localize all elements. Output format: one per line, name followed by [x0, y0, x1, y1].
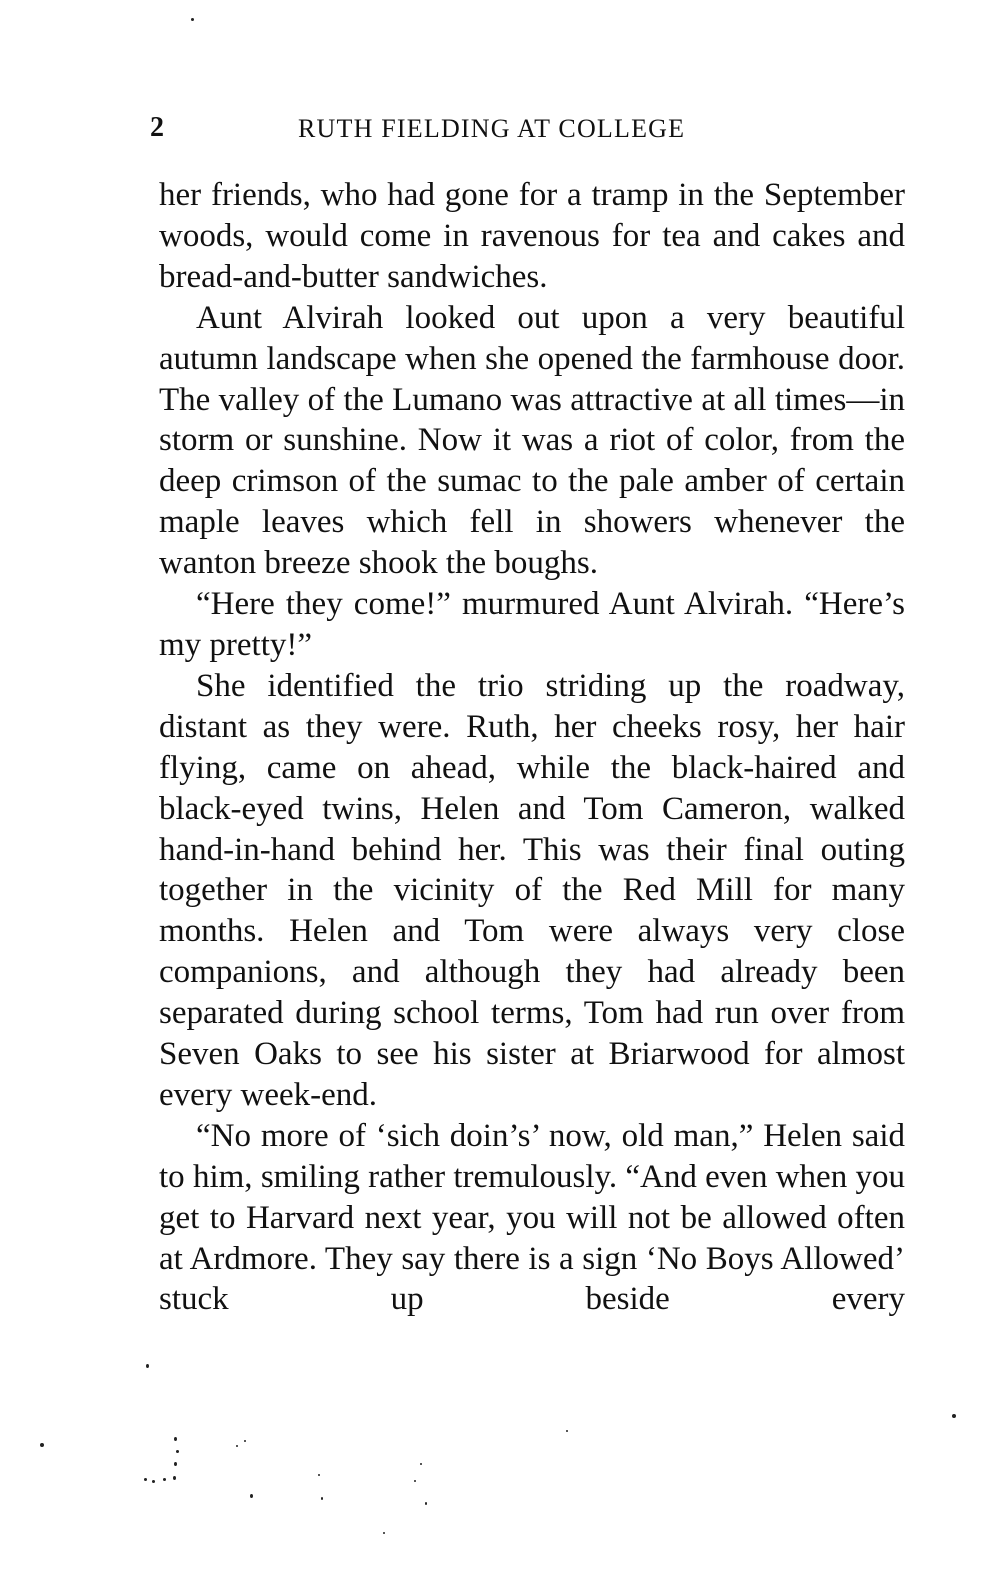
scan-speck	[40, 1443, 44, 1447]
scan-speck	[174, 1437, 177, 1441]
running-title: RUTH FIELDING AT COLLEGE	[298, 114, 686, 143]
scan-speck	[174, 1462, 177, 1466]
scan-speck	[191, 18, 194, 21]
paragraph-trio: She identified the trio striding up the roadway, distant as they were. Ruth, her cheeks rosy, her hair flying, came on ahead, while the black-haired and black-eyed twins, Helen and Tom Cameron, walked hand-in-hand behind her. This was their final outing together in the vicinity of the Red Mill for many months. Helen and Tom were always very close companions, and although they had already been separated during school terms, Tom had run over from Seven Oaks to see his sister at Briarwood for almost every week-end.	[159, 667, 905, 1113]
scan-speck	[952, 1414, 956, 1418]
scan-speck	[163, 1478, 166, 1481]
scan-speck	[425, 1502, 427, 1505]
paragraph-here-they-come: “Here they come!” murmured Aunt Alvirah. “Here’s my pretty!”	[159, 586, 905, 663]
scan-speck	[420, 1463, 422, 1465]
scan-speck	[244, 1440, 246, 1442]
scan-speck	[236, 1445, 238, 1447]
paragraph-landscape: Aunt Alvirah looked out upon a very beautiful autumn landscape when she opened the farmhouse door. The valley of the Lumano was attractive at all times—in storm or sunshine. Now it was a riot of color, from the deep crimson of the sumac to the pale amber of certain maple leaves which fell in showers whenever the wanton breeze shook the boughs.	[159, 299, 905, 582]
scan-speck	[152, 1480, 155, 1483]
scan-speck	[414, 1480, 416, 1482]
scan-speck	[318, 1474, 320, 1476]
paragraph-helen-speaks: “No more of ‘sich doin’s’ now, old man,” Helen said to him, smiling rather tremulously. “And even when you get to Harvard next year, you will not be allowed often at Ardmore. They say there is a sign ‘No Boys Allowed’ stuck up beside every	[159, 1117, 905, 1318]
page-number: 2	[150, 112, 164, 143]
scan-speck	[144, 1478, 147, 1481]
scan-speck	[146, 1364, 149, 1368]
scan-speck	[250, 1494, 253, 1498]
paragraph-continuation: her friends, who had gone for a tramp in the September woods, would come in ravenous for tea and cakes and bread-and-butter sandwiches.	[159, 177, 905, 295]
scan-speck	[566, 1430, 568, 1432]
scan-speck	[176, 1450, 179, 1453]
scan-speck	[173, 1476, 176, 1480]
body-text	[159, 175, 905, 1320]
scan-speck	[383, 1532, 385, 1534]
page-header	[150, 112, 910, 152]
scan-speck	[321, 1497, 323, 1500]
